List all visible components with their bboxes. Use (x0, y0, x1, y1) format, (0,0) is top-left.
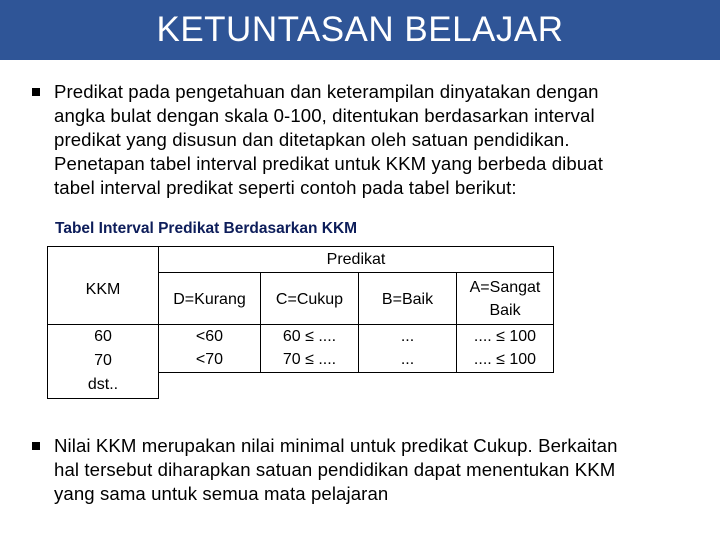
table-row (48, 373, 554, 399)
kurang-cell: <60 (159, 325, 261, 349)
kkm-cell: 70 (48, 349, 159, 373)
predikat-interval-table (47, 246, 554, 399)
sangat-baik-cell: .... ≤ 100 (457, 325, 554, 349)
kkm-cell-etc: dst.. (48, 373, 159, 399)
column-header-cukup: C=Cukup (261, 273, 359, 325)
paragraph-line: hal tersebut diharapkan satuan pendidikan dapat menentukan KKM (54, 459, 616, 480)
paragraph-line: Nilai KKM merupakan nilai minimal untuk predikat Cukup. Berkaitan (54, 435, 618, 456)
column-header-baik: B=Baik (359, 273, 457, 325)
table-row (48, 325, 554, 349)
paragraph-text (54, 80, 672, 200)
cukup-cell: 60 ≤ .... (261, 325, 359, 349)
paragraph-line: predikat yang disusun dan ditetapkan oleh satuan pendidikan. (54, 129, 570, 150)
kurang-cell: <70 (159, 349, 261, 373)
paragraph-text (54, 434, 672, 506)
page-title: KETUNTASAN BELAJAR (156, 10, 564, 49)
table-caption: Tabel Interval Predikat Berdasarkan KKM (55, 220, 358, 237)
paragraph-line: yang sama untuk semua mata pelajaran (54, 483, 389, 504)
predikat-header: Predikat (159, 247, 554, 273)
title-bar (0, 0, 720, 60)
sangat-baik-cell: .... ≤ 100 (457, 349, 554, 373)
bullet-paragraph-kkm (32, 434, 672, 506)
cukup-cell: 70 ≤ .... (261, 349, 359, 373)
square-bullet-icon (32, 442, 40, 450)
paragraph-line: Predikat pada pengetahuan dan keterampilan dinyatakan dengan (54, 81, 599, 102)
column-header-line: A=Sangat (469, 278, 541, 296)
column-header-line: Baik (489, 301, 521, 319)
kkm-cell: 60 (48, 325, 159, 349)
paragraph-line: Penetapan tabel interval predikat untuk KKM yang berbeda dibuat (54, 153, 603, 174)
baik-cell: ... (359, 325, 457, 349)
kkm-header: KKM (48, 247, 159, 325)
column-header-sangat-baik (457, 273, 554, 325)
baik-cell: ... (359, 349, 457, 373)
column-header-kurang: D=Kurang (159, 273, 261, 325)
bullet-paragraph-predikat (32, 80, 672, 200)
square-bullet-icon (32, 88, 40, 96)
paragraph-line: angka bulat dengan skala 0-100, ditentukan berdasarkan interval (54, 105, 595, 126)
table-row (48, 349, 554, 373)
paragraph-line: tabel interval predikat seperti contoh pada tabel berikut: (54, 177, 517, 198)
